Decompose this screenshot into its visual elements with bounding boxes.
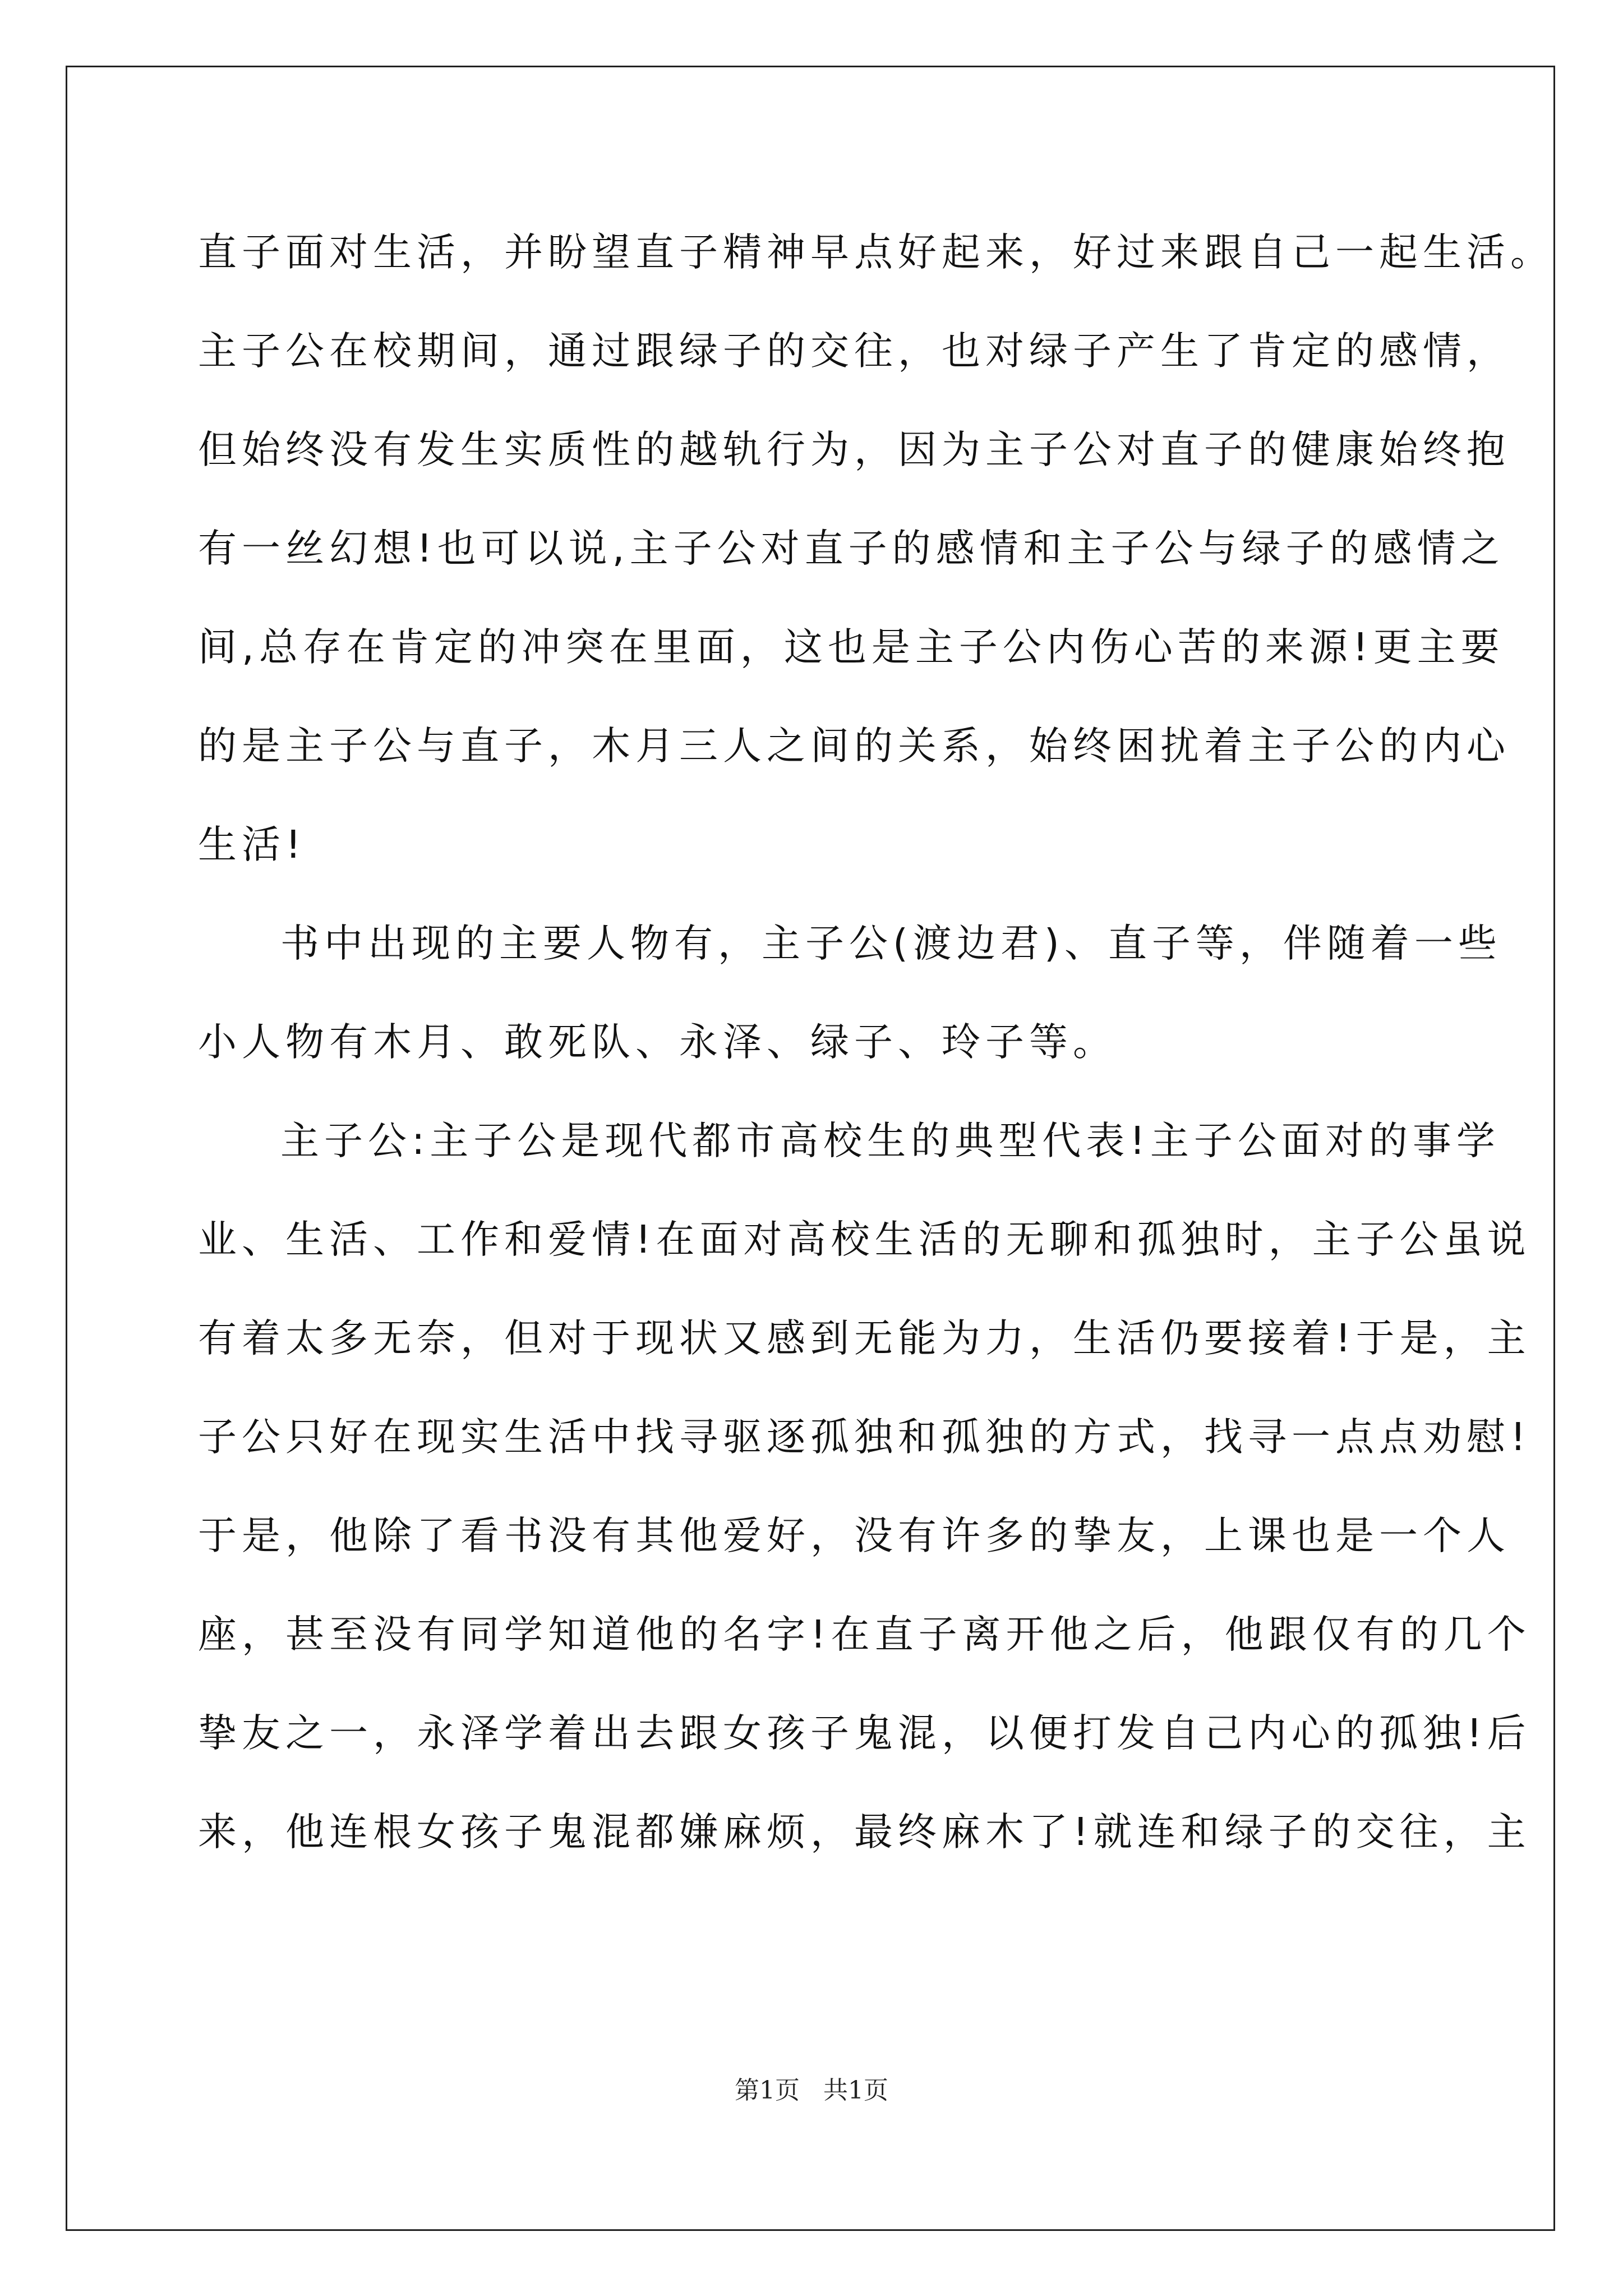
text-line-14: 于是，他除了看书没有其他爱好，没有许多的挚友，上课也是一个人: [198, 1513, 1510, 1558]
text-line-2: 主子公在校期间，通过跟绿子的交往，也对绿子产生了肯定的感情，: [198, 329, 1510, 374]
text-line-3: 但始终没有发生实质性的越轨行为，因为主子公对直子的健康始终抱: [198, 427, 1510, 472]
text-line-12: 有着太多无奈，但对于现状又感到无能为力，生活仍要接着!于是，主: [198, 1316, 1531, 1361]
text-line-6: 的是主子公与直子，木月三人之间的关系，始终困扰着主子公的内心: [198, 724, 1510, 769]
text-line-5: 间,总存在肯定的冲突在里面，这也是主子公内伤心苦的来源!更主要: [198, 625, 1505, 670]
text-line-17: 来，他连根女孩子鬼混都嫌麻烦，最终麻木了!就连和绿子的交往，主: [198, 1810, 1531, 1855]
text-line-16: 挚友之一，永泽学着出去跟女孩子鬼混，以便打发自己内心的孤独!后: [198, 1711, 1531, 1756]
text-line-15: 座，甚至没有同学知道他的名字!在直子离开他之后，他跟仅有的几个: [198, 1612, 1531, 1657]
text-line-13: 子公只好在现实生活中找寻驱逐孤独和孤独的方式，找寻一点点劝慰!: [198, 1415, 1531, 1460]
page-footer: 第1页 共1页: [735, 2076, 888, 2105]
text-line-10: 主子公:主子公是现代都市高校生的典型代表!主子公面对的事学: [280, 1119, 1500, 1163]
text-line-11: 业、生活、工作和爱情!在面对高校生活的无聊和孤独时，主子公虽说: [198, 1217, 1531, 1262]
text-line-7: 生活!: [198, 822, 306, 867]
text-line-1: 直子面对生活，并盼望直子精神早点好起来，好过来跟自己一起生活。: [198, 230, 1554, 275]
text-line-4: 有一丝幻想!也可以说,主子公对直子的感情和主子公与绿子的感情之: [198, 526, 1505, 571]
text-line-9: 小人物有木月、敢死队、永泽、绿子、玲子等。: [198, 1020, 1117, 1065]
text-line-8: 书中出现的主要人物有，主子公(渡边君)、直子等，伴随着一些: [280, 921, 1502, 966]
